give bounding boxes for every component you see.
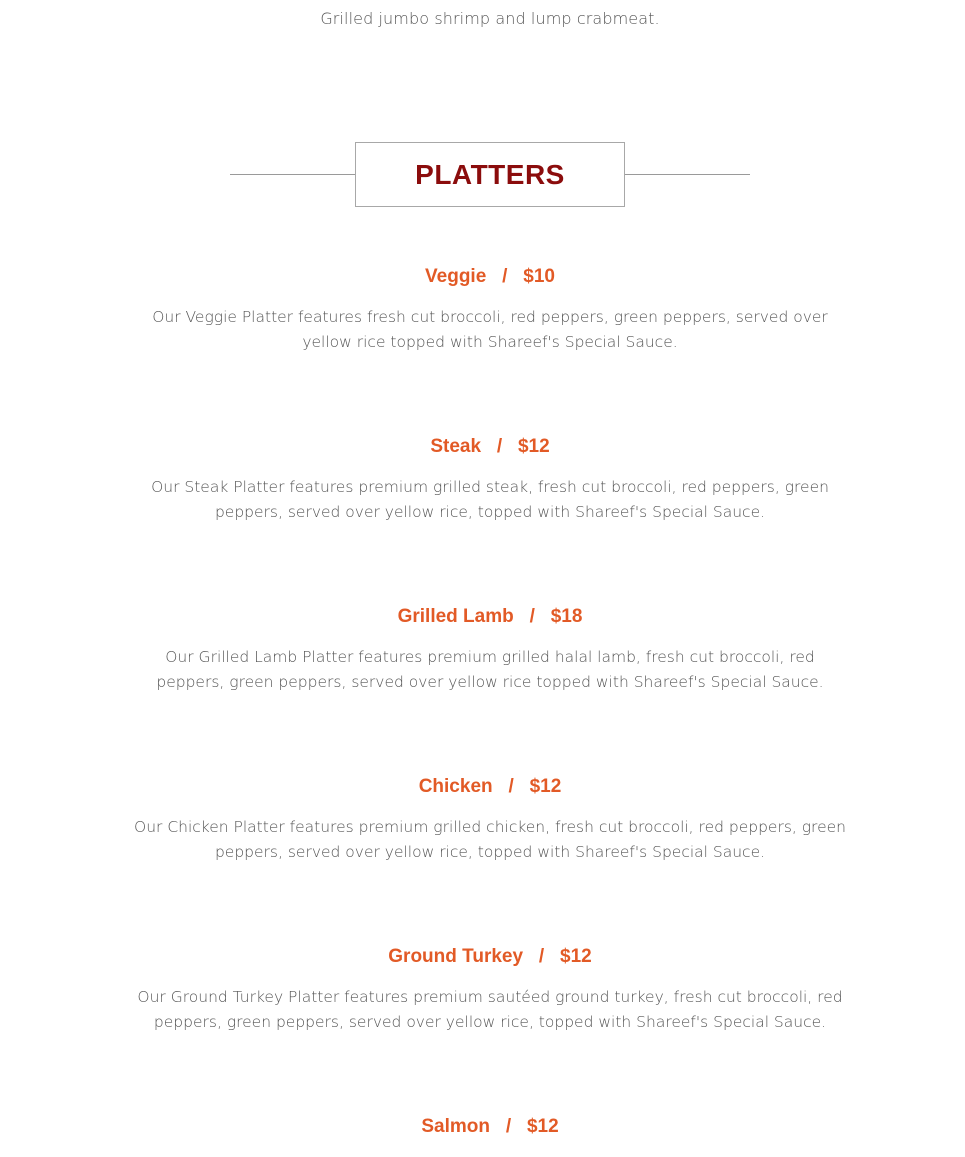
item-name: Veggie [425, 266, 487, 287]
menu-item-ground-turkey [0, 946, 965, 1035]
item-title [0, 776, 965, 798]
menu-item-salmon [0, 1116, 965, 1138]
item-price: $12 [560, 946, 592, 967]
section-rule-left [230, 174, 356, 175]
item-name: Steak [430, 436, 482, 457]
item-description: Our Steak Platter features premium grilled steak, fresh cut broccoli, red peppers, green peppers, served over yellow rice, topped with Shareef's Special Sauce. [151, 478, 829, 521]
item-separator: / [505, 1116, 512, 1137]
item-title [0, 436, 965, 458]
item-separator: / [502, 266, 508, 287]
item-description: Our Veggie Platter features fresh cut broccoli, red peppers, green peppers, served over yellow rice topped with Shareef's Special Sauce. [152, 308, 828, 351]
section-title: PLATTERS [415, 158, 565, 190]
item-separator: / [529, 606, 535, 627]
item-separator: / [508, 776, 514, 797]
item-title [0, 266, 965, 288]
item-price: $12 [517, 436, 550, 457]
previous-item-description: Grilled jumbo shrimp and lump crabmeat. [320, 9, 660, 28]
section-title-box [355, 142, 625, 207]
item-separator: / [538, 946, 545, 967]
menu-item-steak [0, 436, 965, 525]
item-description: Our Grilled Lamb Platter features premium grilled halal lamb, fresh cut broccoli, red peppers, green peppers, served over yellow rice topped with Shareef's Special Sauce. [156, 648, 824, 691]
menu-item-veggie [0, 266, 965, 355]
item-name: Chicken [418, 776, 493, 797]
section-header [230, 142, 750, 207]
menu-item-chicken [0, 776, 965, 865]
item-title [0, 1116, 965, 1138]
item-description: Our Ground Turkey Platter features premium sautéed ground turkey, fresh cut broccoli, red peppers, green peppers, served over yellow rice, topped with Shareef's Special Sauce. [137, 988, 843, 1031]
section-rule-right [624, 174, 750, 175]
menu-item-grilled-lamb [0, 606, 965, 695]
item-price: $10 [523, 266, 555, 287]
item-name: Salmon [421, 1116, 490, 1137]
item-name: Grilled Lamb [397, 606, 514, 627]
item-price: $12 [526, 1116, 559, 1137]
item-title [0, 946, 965, 968]
item-description: Our Chicken Platter features premium grilled chicken, fresh cut broccoli, red peppers, green peppers, served over yellow rice, topped with Shareef's Special Sauce. [134, 818, 846, 861]
item-price: $18 [550, 606, 583, 627]
item-name: Ground Turkey [388, 946, 524, 967]
item-title [0, 606, 965, 628]
item-separator: / [496, 436, 503, 457]
item-price: $12 [529, 776, 562, 797]
